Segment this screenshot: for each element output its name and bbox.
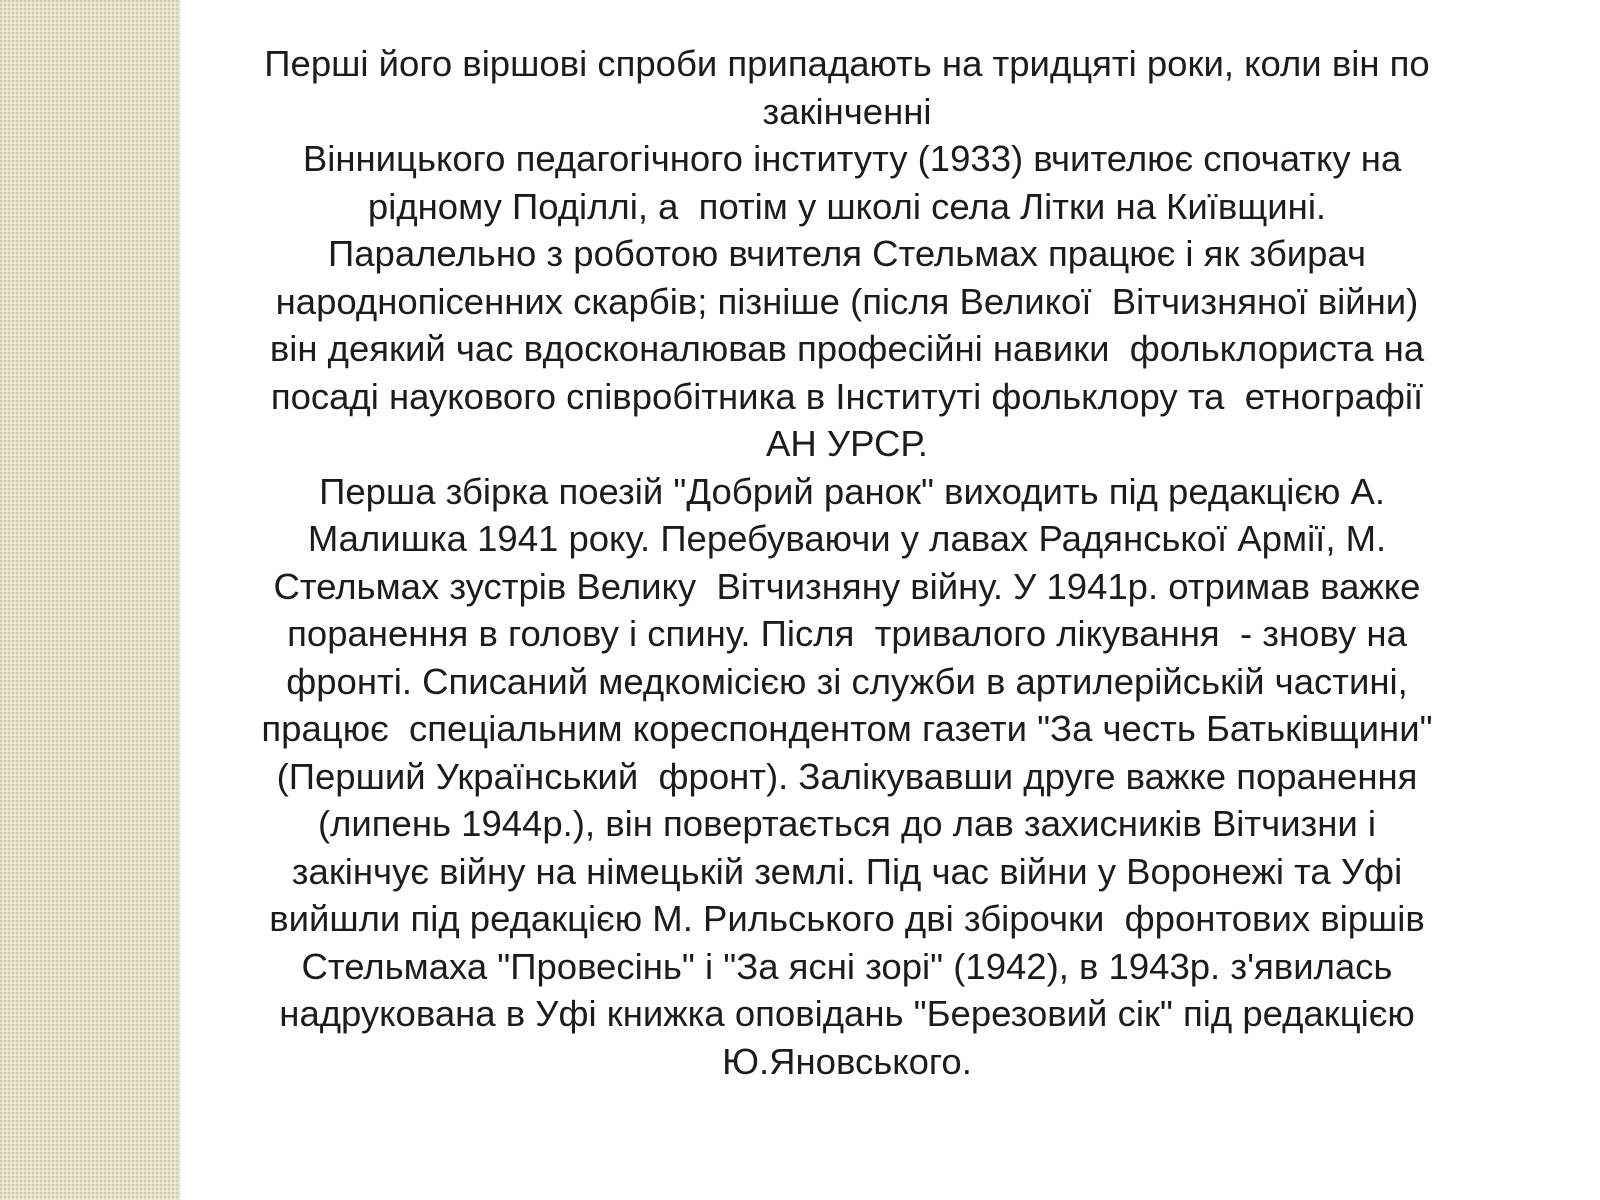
text-line: Вінницького педагогічного інституту (1933) вчителює спочатку на — [292, 138, 1402, 179]
text-line: вийшли під редакцією М. Рильського дві збірочки фронтових віршів — [269, 898, 1425, 939]
text-line: Малишка 1941 року. Перебуваючи у лавах Радянської Армії, М. — [307, 518, 1387, 559]
decorative-left-strip — [0, 0, 178, 1200]
text-line: (липень 1944р.), він повертається до лав захисників Вітчизни і — [317, 803, 1377, 844]
text-line: поранення в голову і спину. Після тривалого лікування - знову на — [287, 613, 1407, 654]
text-line: рідному Поділлі, а потім у школі села Літки на Київщині. — [367, 185, 1327, 227]
text-line: посаді наукового співробітника в Інституті фольклору та етнографії — [270, 375, 1424, 417]
text-line: (Перший Український фронт). Залікувавши друге важке поранення — [276, 755, 1418, 797]
text-line: фронті. Списаний медкомісією зі служби в артилерійській частині, — [286, 660, 1408, 702]
text-line: Стельмаха "Провесінь" і "За ясні зорі" (1942), в 1943р. з'явилась — [301, 945, 1393, 987]
text-line: Перша збірка поезій "Добрий ранок" виходить під редакцією А. — [308, 470, 1386, 512]
text-line: закінченні — [762, 90, 932, 132]
slide-text-body — [212, 40, 1482, 1085]
text-line: працює спеціальним кореспондентом газети "За честь Батьківщини" — [261, 708, 1433, 749]
text-line: закінчує війну на німецькій землі. Під час війни у Воронежі та Уфі — [291, 850, 1403, 892]
text-line: Паралельно з роботою вчителя Стельмах працює і як збирач — [327, 233, 1366, 274]
strip-shadow — [178, 0, 182, 1200]
text-line: Перші його віршові спроби припадають на тридцяті роки, коли він по — [264, 43, 1430, 84]
text-line: народнопісенних скарбів; пізніше (після Великої Вітчизняної війни) — [275, 280, 1419, 322]
text-line: Ю.Яновського. — [722, 1040, 972, 1082]
text-line: АН УРСР. — [766, 423, 928, 464]
text-line: Стельмах зустрів Велику Вітчизняну війну. У 1941р. отримав важке — [273, 565, 1421, 607]
text-line: він деякий час вдосконалював професійні навики фольклориста на — [269, 328, 1425, 369]
text-line: надрукована в Уфі книжка оповідань "Березовий сік" під редакцією — [279, 993, 1415, 1034]
